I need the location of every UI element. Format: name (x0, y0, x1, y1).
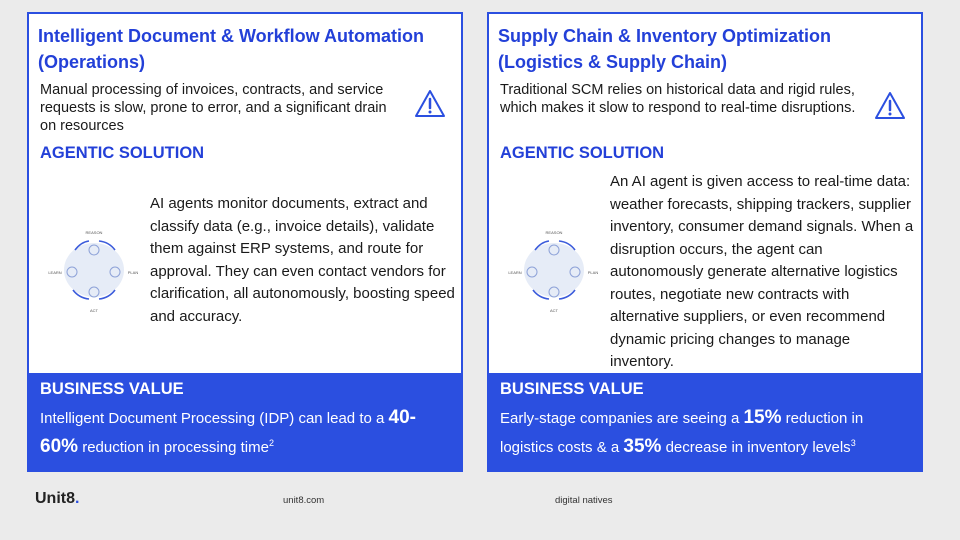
card-title: Intelligent Document & Workflow Automation (Operations) (38, 26, 424, 72)
value-mid: reduction in processing time (78, 439, 269, 456)
cycle-label-plan: PLAN (127, 270, 139, 275)
cycle-label-learn: LEARN (508, 270, 522, 275)
value-post: decrease in inventory levels (661, 439, 851, 456)
logo-dot: . (75, 490, 80, 507)
warning-icon (413, 88, 447, 120)
warning-icon (873, 90, 907, 122)
use-case-card-supply-chain (487, 12, 923, 472)
solution-heading: AGENTIC SOLUTION (40, 144, 205, 162)
solution-text: An AI agent is given access to real-time data: weather forecasts, shipping trackers, supplier inventory, consumer demand signals. When a disruption occurs, the agent can autonomously generate alternative logistics routes, negotiate new contracts with alternative suppliers, or even recommend dynamic pricing changes to manage inventory. (610, 173, 914, 370)
value-text (500, 406, 913, 460)
cycle-label-reason: REASON (545, 230, 563, 235)
solution-text: AI agents monitor documents, extract and classify data (e.g., invoice details), validate them against ERP systems, and route for approval. They can even contact vendors for clarification, all autonomously, boosting speed and accuracy. (150, 195, 455, 325)
value-pre: Early-stage companies are seeing a (500, 410, 744, 427)
problem-statement: Traditional SCM relies on historical data and rigid rules, which makes it slow to respond to real-time disruptions. (500, 82, 856, 116)
footer-url: unit8.com (283, 495, 325, 506)
business-value-panel (489, 373, 921, 470)
value-stat-2: 35% (623, 436, 662, 457)
solution-heading: AGENTIC SOLUTION (500, 144, 665, 162)
cycle-label-act: ACT (90, 308, 98, 313)
footer-tagline: digital natives (555, 495, 613, 506)
cycle-label-learn: LEARN (48, 270, 62, 275)
unit8-logo (35, 490, 79, 508)
card-title: Supply Chain & Inventory Optimization (Logistics & Supply Chain) (498, 26, 832, 72)
value-text (40, 406, 453, 460)
value-stat-1: 15% (743, 407, 782, 428)
value-stat-1: 40-60% (40, 407, 416, 457)
value-mid: reduction in logistics costs & a (500, 410, 864, 456)
cycle-label-plan: PLAN (587, 270, 599, 275)
business-value-panel (29, 373, 461, 470)
value-pre: Intelligent Document Processing (IDP) can lead to a (40, 410, 389, 427)
footnote-ref: 3 (850, 438, 856, 448)
problem-statement: Manual processing of invoices, contracts, and service requests is slow, prone to error, and a significant drain on resources (40, 82, 387, 134)
agent-cycle-diagram (39, 220, 149, 320)
agent-cycle-diagram (499, 220, 609, 320)
value-heading: BUSINESS VALUE (40, 380, 184, 398)
cycle-label-reason: REASON (85, 230, 103, 235)
footnote-ref: 2 (268, 438, 274, 448)
value-heading: BUSINESS VALUE (500, 380, 644, 398)
use-case-card-document-automation (27, 12, 463, 472)
cycle-label-act: ACT (550, 308, 558, 313)
logo-text: Unit8 (35, 490, 75, 507)
